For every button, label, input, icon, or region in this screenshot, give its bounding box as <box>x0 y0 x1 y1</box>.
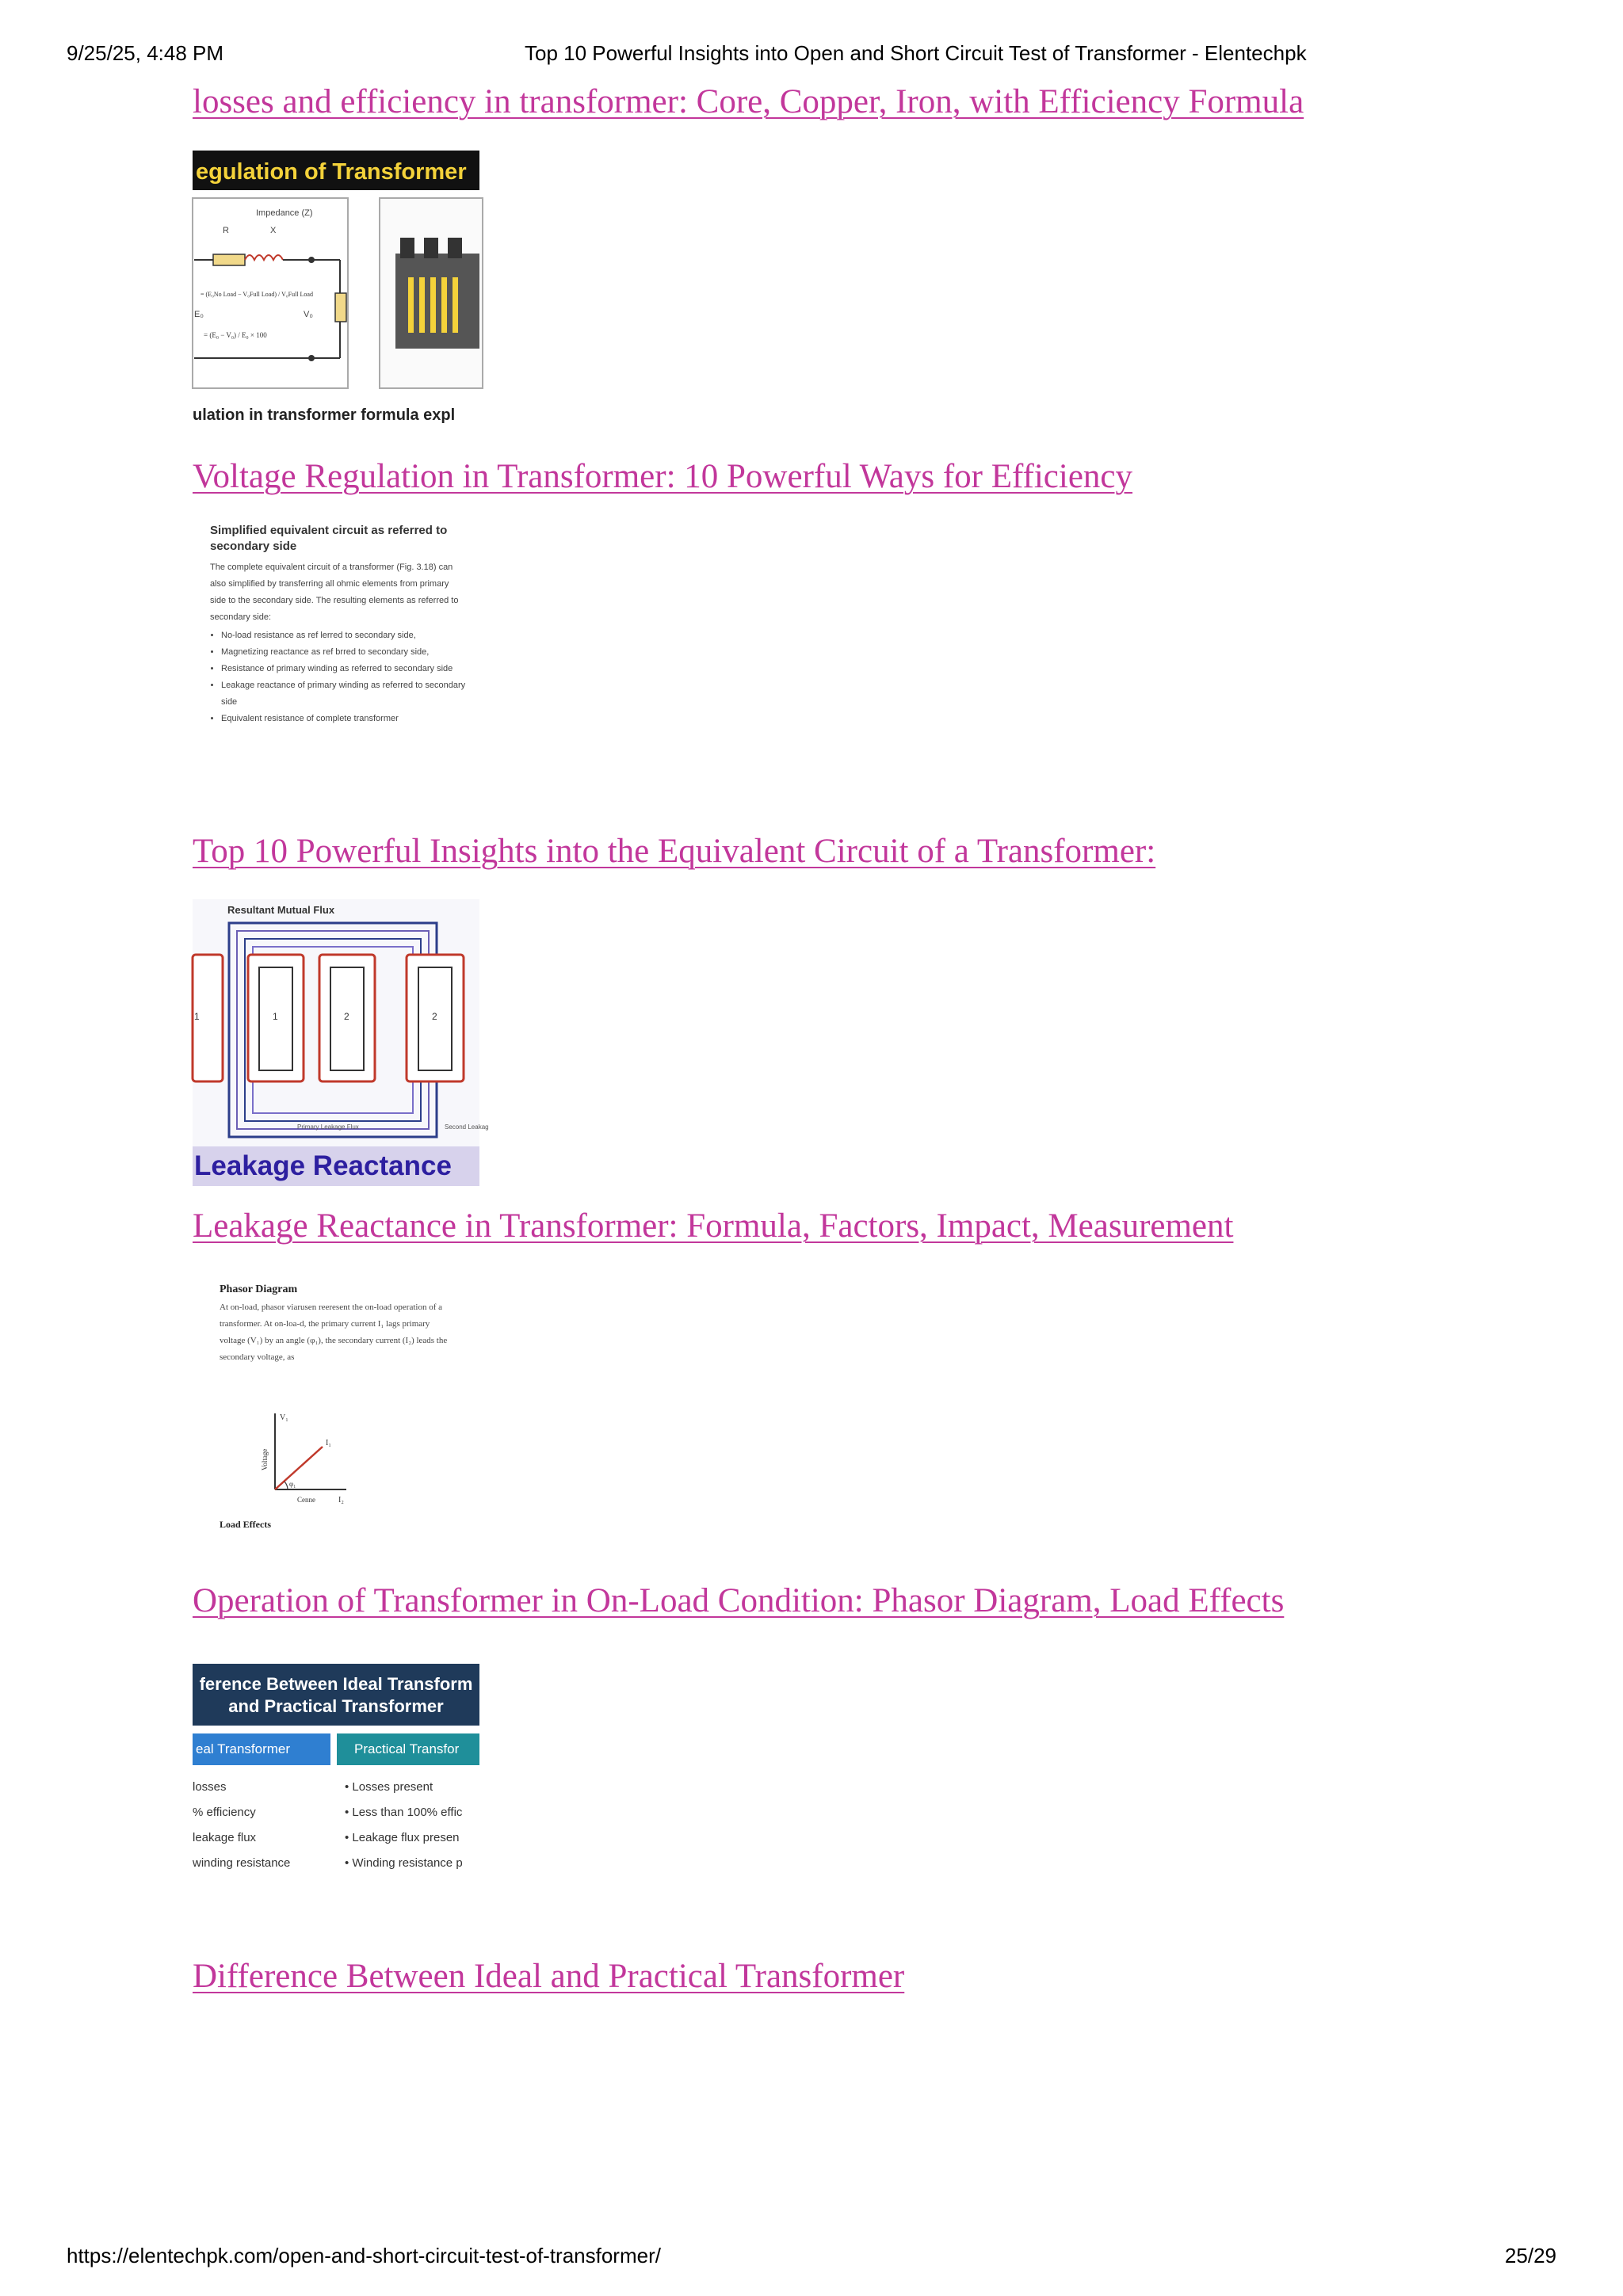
equivalent-circuit-bullets <box>210 627 467 727</box>
i1-label: I₁ <box>326 1439 331 1447</box>
leakage-banner-text: Leakage Reactance <box>194 1150 452 1181</box>
thumbnail-ideal-vs-practical[interactable] <box>193 1664 479 1879</box>
post-link-ideal-vs-practical[interactable]: Difference Between Ideal and Practical Transformer <box>193 1958 905 1995</box>
list-item: • Resistance of primary winding as referred to secondary side <box>221 661 467 677</box>
comparison-banner-line1: ference Between Ideal Transform <box>199 1674 473 1694</box>
secondary-leakage-label: Second Leakag <box>445 1123 489 1131</box>
list-item: % efficiency <box>193 1806 256 1819</box>
list-item: • Leakage reactance of primary winding as referred to secondary side <box>221 677 467 711</box>
print-page-title: Top 10 Powerful Insights into Open and Short Circuit Test of Transformer - Elentechpk <box>525 41 1307 65</box>
print-page-number: 25/29 <box>1504 2244 1556 2267</box>
i2-label: I₂ <box>338 1496 344 1505</box>
voltage-regulation-image <box>193 151 479 432</box>
equivalent-circuit-heading: Simplified equivalent circuit as referred to secondary side <box>210 524 448 553</box>
ideal-column-items <box>193 1775 337 1876</box>
post-link-losses-efficiency[interactable]: losses and efficiency in transformer: Core, Copper, Iron, with Efficiency Formula <box>193 83 1304 120</box>
list-item: • No-load resistance as ref lerred to secondary side, <box>221 627 467 644</box>
coil-label: 1 <box>273 1011 278 1022</box>
list-item: • Leakage flux presen <box>345 1831 460 1844</box>
svg-text:X: X <box>270 226 277 235</box>
thumbnail-voltage-regulation[interactable] <box>193 151 479 432</box>
list-item: • Winding resistance p <box>345 1856 463 1870</box>
list-item: • Losses present <box>345 1780 433 1794</box>
svg-text:E₀: E₀ <box>194 310 204 319</box>
equivalent-circuit-paragraph: The complete equivalent circuit of a transformer (Fig. 3.18) can also simplified by transferring all ohmic elements from primary side to the secondary side. The resulting elements as referred to secondary side: <box>210 563 459 622</box>
post-link-leakage-reactance[interactable]: Leakage Reactance in Transformer: Formula, Factors, Impact, Measurement <box>193 1207 1234 1245</box>
regulation-banner-text: egulation of Transformer <box>196 159 467 185</box>
coil-label: 2 <box>344 1011 349 1022</box>
list-item: winding resistance <box>193 1856 291 1870</box>
primary-leakage-label: Primary Leakage Flux <box>297 1123 359 1131</box>
ideal-column-header: eal Transformer <box>193 1733 330 1765</box>
svg-text:R: R <box>223 226 229 235</box>
phasor-heading: Phasor Diagram <box>220 1283 298 1295</box>
x-axis-label: Cenne <box>297 1496 315 1504</box>
phasor-paragraph: At on-load, phasor viarusen reeresent the on-load operation of a transformer. At on-loa-d, the primary current I₁ lags primary voltage (V₁) by an angle (φ₁), the secondary current (I₂) leads the secondary voltage, as <box>220 1302 448 1362</box>
thumbnail-equivalent-circuit[interactable] <box>193 523 479 816</box>
load-effects-caption: Load Effects <box>220 1519 271 1530</box>
coil-label: 1 <box>194 1011 200 1022</box>
practical-column-items <box>337 1775 479 1876</box>
regulation-caption: ulation in transformer formula expl <box>193 406 456 424</box>
list-item: • Magnetizing reactance as ref brred to secondary side, <box>221 644 467 661</box>
phasor-diagram-chart <box>220 1404 378 1539</box>
leakage-reactance-image <box>193 899 489 1186</box>
mutual-flux-label: Resultant Mutual Flux <box>227 904 335 916</box>
regulation-formula-2: = (E₀ − V₀) / E₀ × 100 <box>204 331 267 339</box>
comparison-banner-line2: and Practical Transformer <box>228 1696 444 1716</box>
post-link-on-load-operation[interactable]: Operation of Transformer in On-Load Condition: Phasor Diagram, Load Effects <box>193 1582 1285 1619</box>
post-link-equivalent-circuit[interactable]: Top 10 Powerful Insights into the Equivalent Circuit of a Transformer: <box>193 833 1156 870</box>
impedance-label: Impedance (Z) <box>256 208 313 218</box>
y-axis-label: Voltage <box>261 1448 269 1470</box>
coil-label: 2 <box>432 1011 437 1022</box>
regulation-formula-1: = (E₀No Load − V₀Full Load) / V₀Full Load <box>200 291 313 298</box>
post-link-voltage-regulation[interactable]: Voltage Regulation in Transformer: 10 Powerful Ways for Efficiency <box>193 458 1133 495</box>
list-item: leakage flux <box>193 1831 257 1844</box>
list-item: • Less than 100% effic <box>345 1806 463 1819</box>
print-footer-url: https://elentechpk.com/open-and-short-circuit-test-of-transformer/ <box>67 2244 661 2267</box>
print-datetime: 9/25/25, 4:48 PM <box>67 41 224 65</box>
phi-label: φ₁ <box>289 1480 296 1488</box>
thumbnail-phasor-diagram[interactable] <box>193 1283 479 1561</box>
svg-text:V₀: V₀ <box>304 310 313 319</box>
comparison-banner <box>193 1664 479 1726</box>
list-item: • Equivalent resistance of complete transformer <box>221 711 467 727</box>
v1-label: V₁ <box>280 1413 288 1422</box>
thumbnail-leakage-reactance[interactable] <box>193 899 489 1186</box>
practical-column-header: Practical Transfor <box>337 1733 479 1765</box>
list-item: losses <box>193 1780 227 1794</box>
